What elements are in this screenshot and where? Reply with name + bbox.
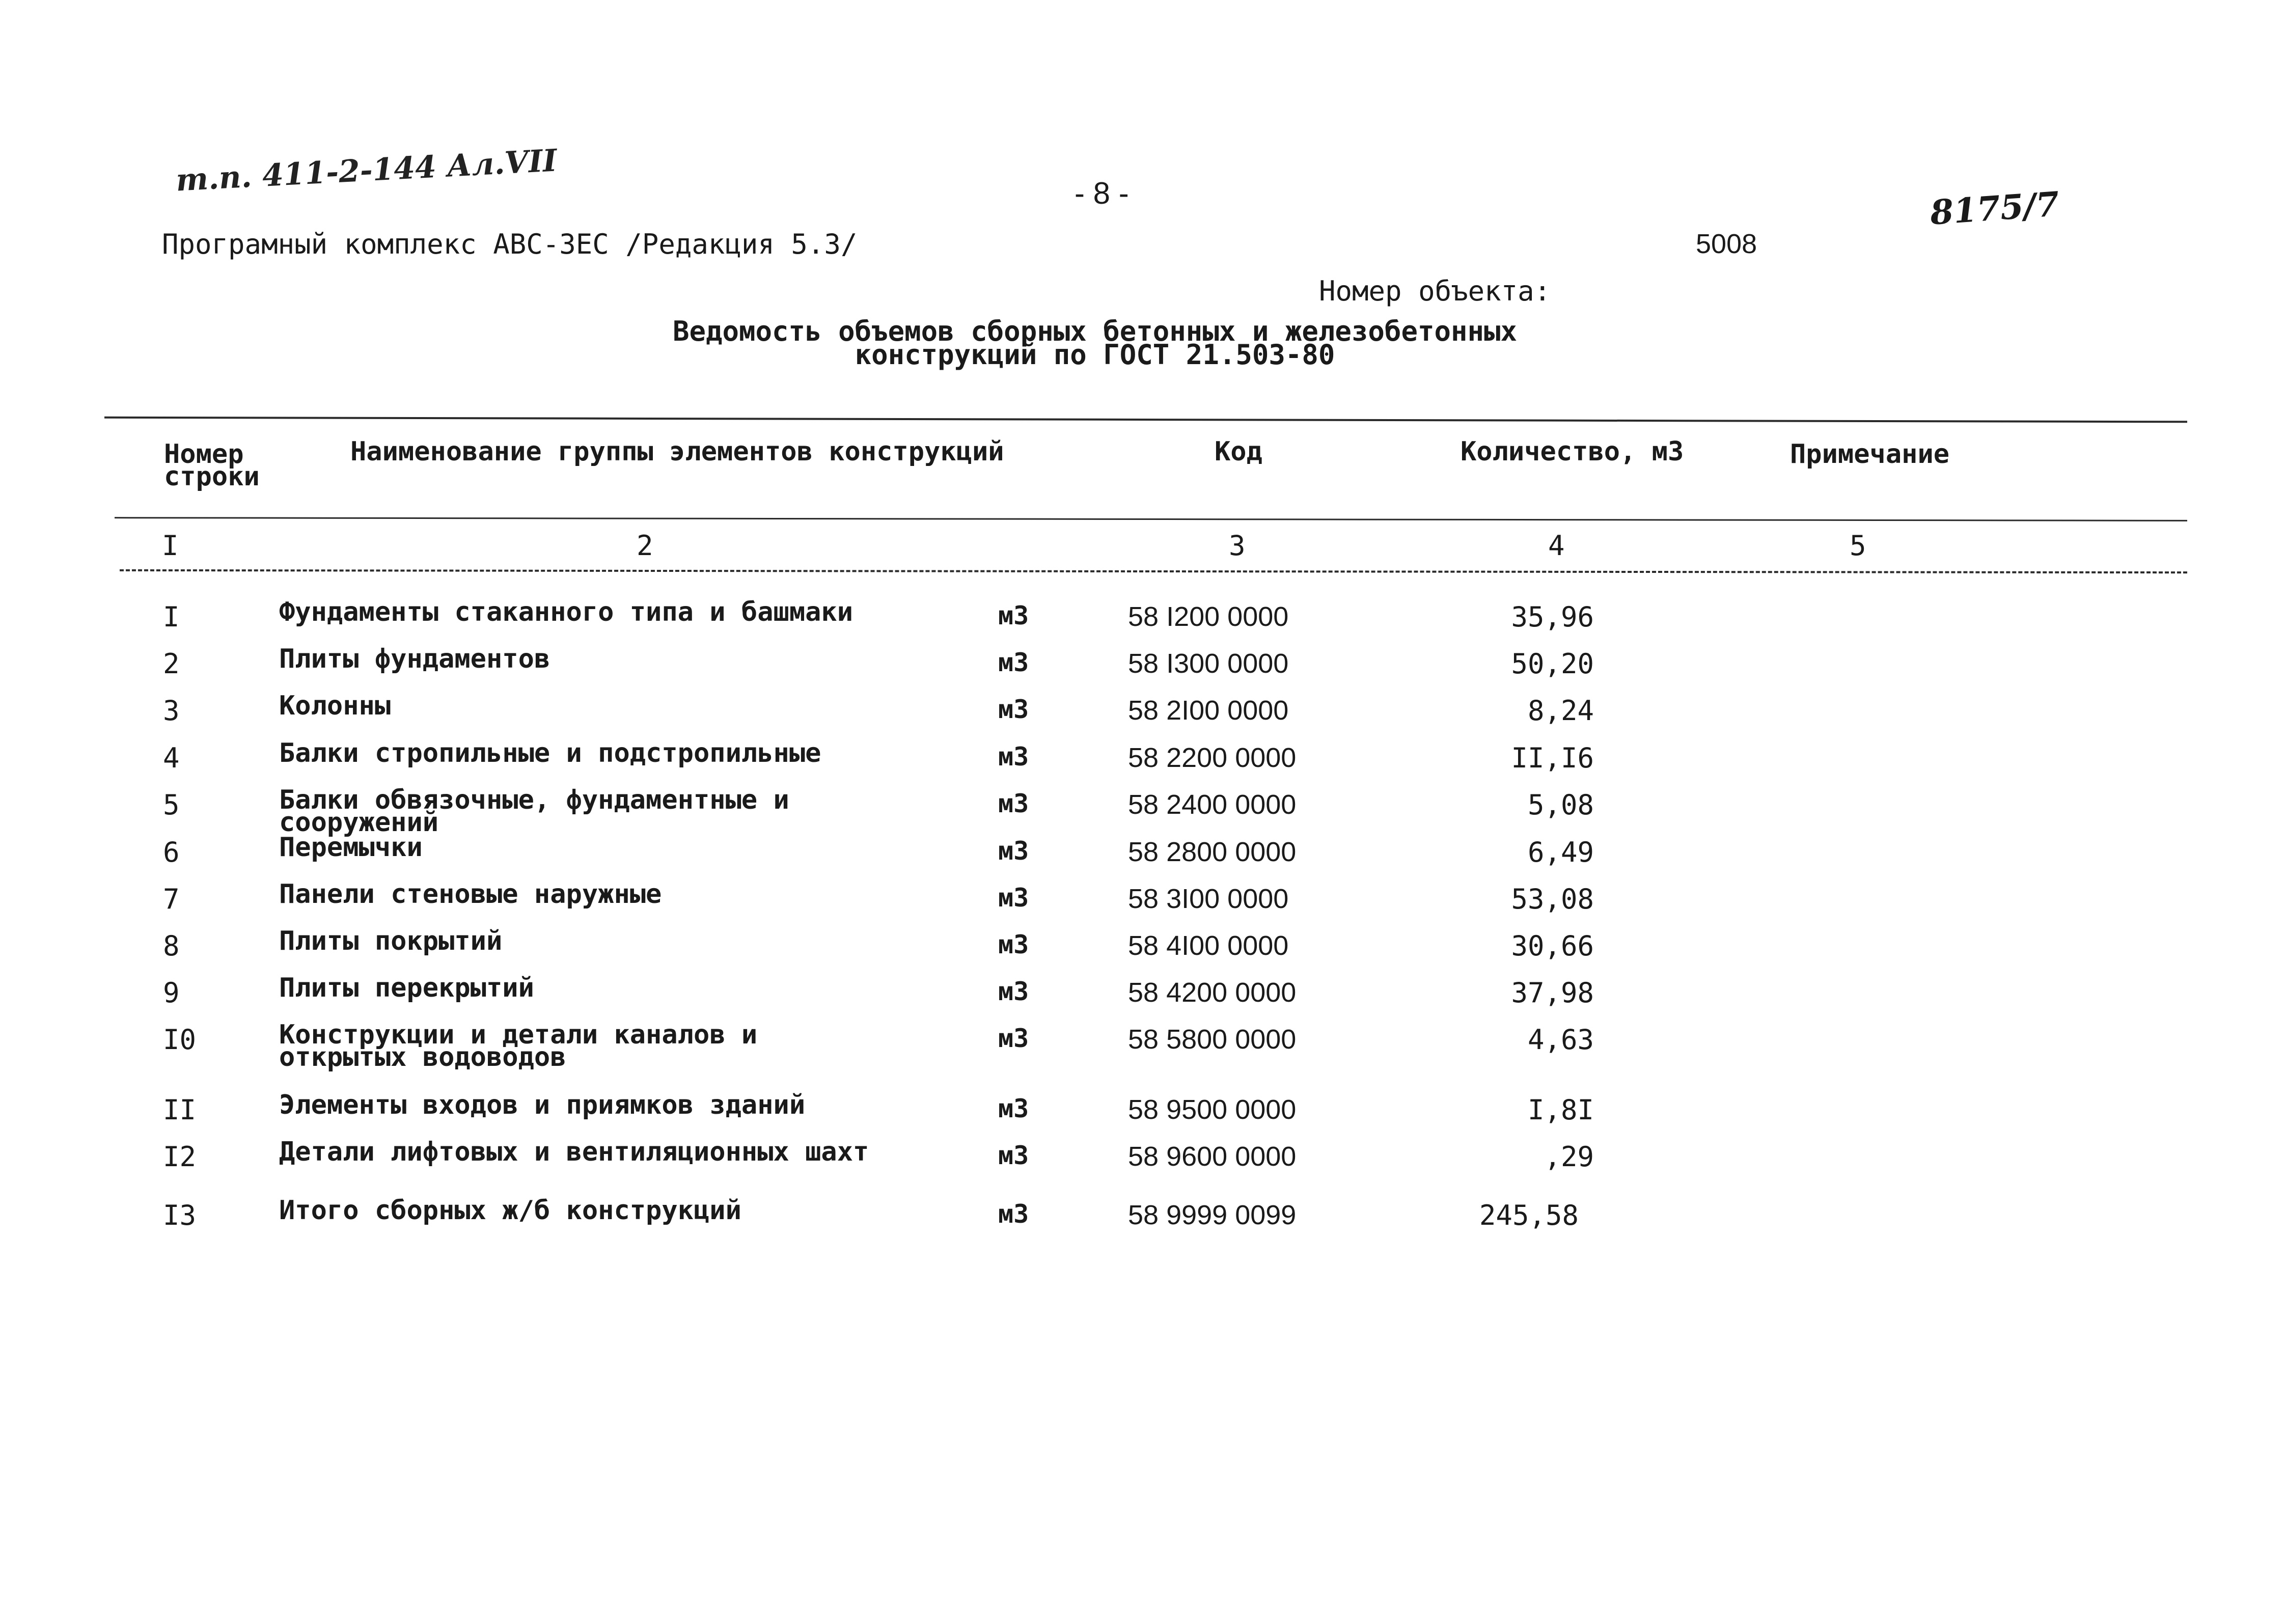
row-number: I2 (163, 1141, 197, 1173)
row-code: 58 9999 0099 (1128, 1200, 1297, 1230)
column-number: I (162, 530, 179, 562)
row-quantity: 5,08 (1527, 789, 1594, 821)
row-code: 58 2400 0000 (1128, 789, 1297, 820)
row-number: 8 (163, 930, 180, 962)
row-unit: м3 (998, 930, 1029, 959)
row-unit: м3 (998, 789, 1029, 818)
table-header-rule (115, 517, 2187, 521)
table-row (0, 597, 2286, 648)
row-number: I (163, 601, 180, 633)
row-unit: м3 (998, 1141, 1029, 1170)
row-name: Элементы входов и приямков зданий (279, 1090, 806, 1120)
row-name: Панели стеновые наружные (279, 879, 662, 910)
row-name: Перемычки (279, 832, 423, 863)
row-quantity: 4,63 (1527, 1024, 1594, 1056)
table-row-total (0, 1195, 2286, 1246)
table-top-rule (104, 417, 2187, 423)
table-row (0, 785, 2286, 838)
row-number: 6 (163, 836, 180, 868)
row-code: 58 4I00 0000 (1128, 930, 1289, 961)
column-header-row-number-line1: Номер (164, 439, 244, 470)
row-name: Итого сборных ж/б конструкций (279, 1195, 741, 1226)
table-row (0, 832, 2286, 883)
row-code: 58 2I00 0000 (1128, 695, 1289, 726)
row-name: Конструкции и детали каналов и открытых водоводов (279, 1020, 758, 1072)
row-number: 4 (163, 742, 180, 774)
object-number-label: Номер объекта: (1319, 275, 1551, 307)
row-number: II (163, 1094, 197, 1126)
title-line-1: Ведомость объемов сборных бетонных и железобетонных (672, 315, 1518, 347)
table-row (0, 1137, 2286, 1188)
row-code: 58 9500 0000 (1128, 1094, 1297, 1125)
row-name: Плиты перекрытий (279, 973, 534, 1003)
row-unit: м3 (998, 1094, 1029, 1123)
table-row (0, 879, 2286, 930)
handwritten-archive-code: 8175/7 (1929, 184, 2061, 233)
program-title: Програмный комплекс АВС-3ЕС /Редакция 5.3/ (162, 228, 858, 260)
row-code: 58 2200 0000 (1128, 742, 1297, 773)
row-name: Детали лифтовых и вентиляционных шахт (279, 1137, 869, 1167)
row-code: 58 I300 0000 (1128, 648, 1289, 679)
row-name: Плиты фундаментов (279, 644, 550, 674)
row-number: I3 (163, 1199, 197, 1231)
row-unit: м3 (998, 648, 1029, 677)
title-line-2: конструкций по ГОСТ 21.503-80 (855, 339, 1335, 371)
row-name: Фундаменты стаканного типа и башмаки (279, 597, 853, 627)
row-unit: м3 (998, 977, 1029, 1006)
row-number: 3 (163, 695, 180, 727)
row-quantity: 8,24 (1527, 695, 1594, 727)
table-row (0, 1020, 2286, 1090)
column-number: 2 (637, 530, 653, 562)
table-row (0, 738, 2286, 789)
row-code: 58 3I00 0000 (1128, 884, 1289, 914)
row-number: 5 (163, 789, 180, 821)
row-number: I0 (163, 1024, 197, 1056)
column-number: 5 (1850, 530, 1866, 562)
row-number: 2 (163, 648, 180, 680)
column-number: 3 (1229, 530, 1246, 562)
row-code: 58 5800 0000 (1128, 1024, 1297, 1055)
row-quantity: 30,66 (1511, 930, 1594, 962)
row-code: 58 2800 0000 (1128, 837, 1297, 867)
column-number: 4 (1548, 530, 1565, 562)
table-row (0, 1090, 2286, 1141)
column-header-note: Примечание (1790, 439, 1950, 470)
row-name: Плиты покрытий (279, 926, 503, 956)
row-quantity: 245,58 (1479, 1199, 1579, 1231)
row-name: Балки стропильные и подстропильные (279, 738, 821, 768)
row-unit: м3 (998, 1024, 1029, 1053)
column-header-code: Код (1215, 436, 1262, 467)
column-header-row-number (164, 439, 260, 492)
row-unit: м3 (998, 695, 1029, 724)
row-code: 58 4200 0000 (1128, 977, 1297, 1008)
row-quantity: 37,98 (1511, 977, 1594, 1009)
row-code: 58 9600 0000 (1128, 1141, 1297, 1172)
page-number: - 8 - (1075, 176, 1129, 210)
table-column-number-rule (120, 569, 2187, 573)
row-quantity: 53,08 (1511, 883, 1594, 915)
row-unit: м3 (998, 883, 1029, 913)
row-unit: м3 (998, 742, 1029, 772)
row-unit: м3 (998, 1199, 1029, 1229)
row-number: 9 (163, 977, 180, 1009)
column-header-name: Наименование группы элементов конструкций (350, 436, 1004, 467)
table-row (0, 926, 2286, 977)
row-number: 7 (163, 883, 180, 915)
column-header-row-number-line2: строки (164, 461, 260, 492)
row-unit: м3 (998, 836, 1029, 866)
row-quantity: 6,49 (1527, 836, 1594, 868)
row-unit: м3 (998, 601, 1029, 630)
column-header-quantity: Количество, м3 (1461, 436, 1684, 467)
row-quantity: 35,96 (1511, 601, 1594, 633)
row-code: 58 I200 0000 (1128, 601, 1289, 632)
row-quantity: II,I6 (1511, 742, 1594, 774)
row-quantity: 50,20 (1511, 648, 1594, 680)
table-row (0, 644, 2286, 695)
document-title (0, 315, 2190, 371)
row-quantity: ,29 (1544, 1141, 1594, 1173)
row-quantity: I,8I (1527, 1094, 1594, 1126)
row-name: Колонны (279, 691, 391, 721)
handwritten-reference: т.п. 411-2-144 Ал.VII (175, 143, 558, 199)
row-name: Балки обвязочные, фундаментные и сооружений (279, 785, 789, 838)
document-code: 5008 (1696, 229, 1757, 259)
table-row (0, 973, 2286, 1024)
table-row (0, 691, 2286, 741)
